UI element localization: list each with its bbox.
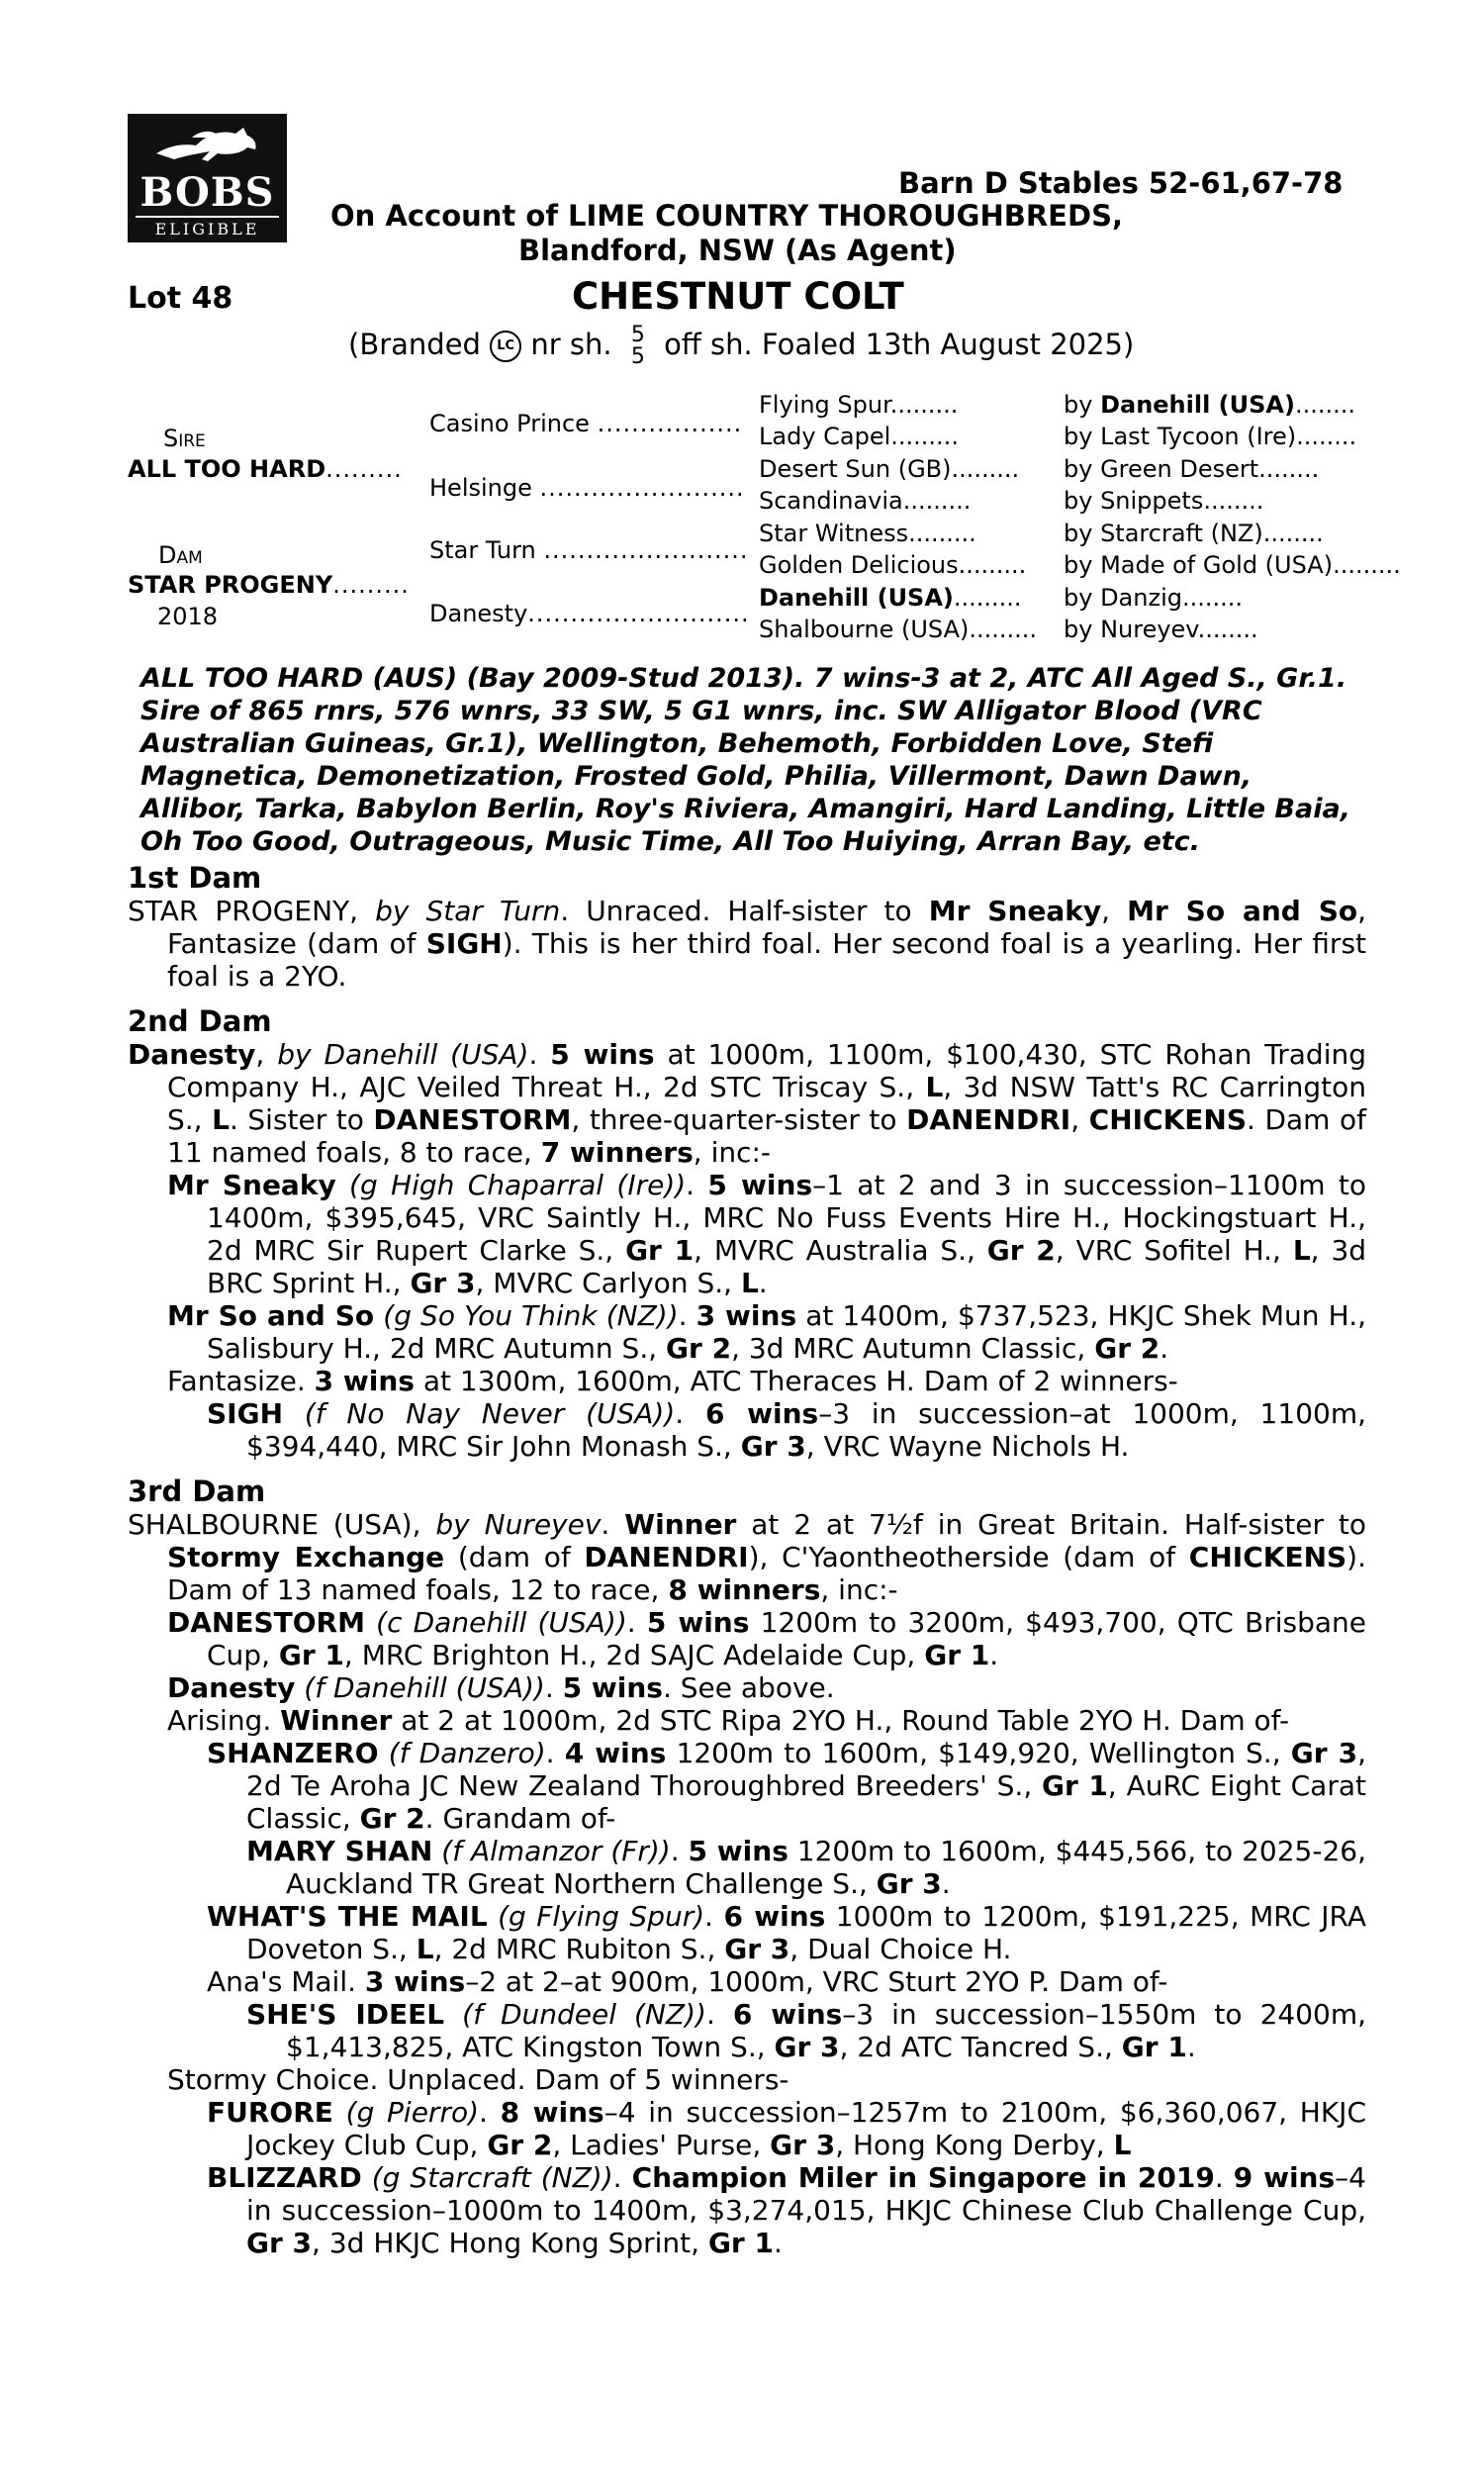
brand-mark-icon: LC [490,331,521,362]
family-entry: SIGH (f No Nay Never (USA)). 6 wins–3 in succession–at 1000m, 1100m, $394,440, MRC Sir John Monash S., Gr 3, VRC Wayne Nichols H. [207,1397,1366,1463]
dam: STAR PROGENY......... [128,571,410,599]
vendor-line-1: On Account of LIME COUNTRY THOROUGHBREDS, [330,199,1123,233]
fraction-bottom: 5 [630,344,645,369]
pedigree-gen3-sire: by Green Desert........ [1064,455,1320,483]
pedigree-gen3-name: Golden Delicious......... [759,551,1027,579]
pedigree-gen3-sire: by Nureyev........ [1064,616,1258,643]
racehorse-icon [152,124,261,165]
pedigree-gen3-sire: by Danehill (USA)........ [1064,391,1355,419]
barn-location: Barn D Stables 52-61,67-78 [898,166,1344,200]
family-entry: DANESTORM (c Danehill (USA)). 5 wins 1200m to 3200m, $493,700, QTC Brisbane Cup, Gr 1, MRC Brighton H., 2d SAJC Adelaide Cup, Gr 1. [167,1606,1367,1671]
family-entry: BLIZZARD (g Starcraft (NZ)). Champion Miler in Singapore in 2019. 9 wins–4 in succession–1000m to 1400m, $3,274,015, HKJC Chinese Club Challenge Cup, Gr 3, 3d HKJC Hong Kong Sprint, Gr 1. [207,2161,1366,2259]
pedigree-gen3-sire: by Made of Gold (USA)......... [1064,551,1401,579]
section-body [128,1508,1366,2259]
family-entry: Danesty (f Danehill (USA)). 5 wins. See above. [167,1671,835,1704]
gen2-name: Casino Prince [429,410,590,437]
family-entry: Ana's Mail. 3 wins–2 at 2–at 900m, 1000m, VRC Sturt 2YO P. Dam of- [207,1965,1168,1998]
pedigree-gen3-sire: by Last Tycoon (Ire)........ [1064,423,1357,450]
lot-number: Lot 48 [128,281,233,316]
brand-nr: nr sh. [530,328,612,361]
family-entry: Danesty, by Danehill (USA). 5 wins at 1000m, 1100m, $100,430, STC Rohan Trading Company H., AJC Veiled Threat H., 2d STC Triscay S., L, 3d NSW Tatt's RC Carrington S., L. Sister to DANESTORM, three-quarter-sister to DANENDRI, CHICKENS. Dam of 11 named foals, 8 to race, 7 winners, inc:- [128,1038,1366,1169]
off-shoulder-fraction [631,325,645,368]
family-entry: STAR PROGENY, by Star Turn. Unraced. Half-sister to Mr Sneaky, Mr So and So, Fantasize (dam of SIGH). This is her third foal. Her second foal is a yearling. Her first foal is a 2YO. [128,895,1367,993]
pedigree-gen2-4: Danesty.......................... [429,600,750,627]
pedigree-gen3-sire: by Danzig........ [1064,584,1243,612]
pedigree-gen3-name: Desert Sun (GB)......... [759,455,1020,483]
family-entry: MARY SHAN (f Almanzor (Fr)). 5 wins 1200m to 1600m, $445,566, to 2025-26, Auckland TR Great Northern Challenge S., Gr 3. [246,1835,1366,1900]
pedigree-gen3-name: Star Witness......... [759,520,976,547]
family-entry: WHAT'S THE MAIL (g Flying Spur). 6 wins 1000m to 1200m, $191,225, MRC JRA Doveton S., L, 2d MRC Rubiton S., Gr 3, Dual Choice H. [207,1900,1366,1965]
section-heading: 1st Dam [128,861,262,895]
gen2-name: Danesty [429,600,528,627]
sire: ALL TOO HARD......... [128,455,403,483]
pedigree-gen3-sire: by Starcraft (NZ)........ [1064,520,1324,547]
family-entry: Mr Sneaky (g High Chaparral (Ire)). 5 wins–1 at 2 and 3 in succession–1100m to 1400m, $395,645, VRC Saintly H., MRC No Fuss Events Hire H., Hockingstuart H., 2d MRC Sir Rupert Clarke S., Gr 1, MVRC Australia S., Gr 2, VRC Sofitel H., L, 3d BRC Sprint H., Gr 3, MVRC Carlyon S., L. [167,1169,1367,1299]
pedigree-gen2-2: Helsinge ........................ [429,474,745,502]
sire-label: Sire [163,425,206,452]
sire-summary: ALL TOO HARD (AUS) (Bay 2009-Stud 2013). 7 wins-3 at 2, ATC All Aged S., Gr.1. Sire of 865 rnrs, 576 wnrs, 33 SW, 5 G1 wnrs, inc. SW Alligator Blood (VRC Australian Guineas, Gr.1), Wellington, Behemoth, Forbidden Love, Stefi Magnetica, Demonetization, Frosted Gold, Philia, Villermont, Dawn Dawn, Allibor, Tarka, Babylon Berlin, Roy's Riviera, Amangiri, Hard Landing, Little Baia, Oh Too Good, Outrageous, Music Time, All Too Huiying, Arran Bay, etc. [140,663,1350,857]
family-entry: SHALBOURNE (USA), by Nureyev. Winner at 2 at 7½f in Great Britain. Half-sister to Stormy Exchange (dam of DANENDRI), C'Yaontheotherside (dam of CHICKENS). Dam of 13 named foals, 12 to race, 8 winners, inc:- [128,1508,1366,1606]
brand-suffix: off sh. Foaled 13th August 2025) [664,328,1135,361]
vendor-line-2: Blandford, NSW (As Agent) [518,234,957,267]
brand-line [348,325,1134,368]
section-heading: 3rd Dam [128,1475,266,1508]
pedigree-gen2-3: Star Turn ........................ [429,536,749,564]
family-entry: Fantasize. 3 wins at 1300m, 1600m, ATC Theraces H. Dam of 2 winners- [167,1365,1178,1397]
pedigree-gen3-name: Danehill (USA)......... [759,584,1022,612]
family-entry: Mr So and So (g So You Think (NZ)). 3 wins at 1400m, $737,523, HKJC Shek Mun H., Salisbury H., 2d MRC Autumn S., Gr 2, 3d MRC Autumn Classic, Gr 2. [167,1299,1367,1365]
dam-name: STAR PROGENY [128,571,333,599]
section-heading: 2nd Dam [128,1004,272,1038]
fraction-top: 5 [630,323,645,347]
dam-year: 2018 [157,603,219,630]
family-entry: Stormy Choice. Unplaced. Dam of 5 winners- [167,2063,789,2096]
family-entry: SHANZERO (f Danzero). 4 wins 1200m to 1600m, $149,920, Wellington S., Gr 3, 2d Te Aroha JC New Zealand Thoroughbred Breeders' S., Gr 1, AuRC Eight Carat Classic, Gr 2. Grandam of- [207,1737,1367,1835]
brand-prefix: (Branded [348,328,481,361]
family-sections [128,861,1366,2259]
lot-title: CHESTNUT COLT [572,275,904,318]
pedigree-gen3-name: Flying Spur......... [759,391,959,419]
dam-label: Dam [158,541,203,569]
pedigree-gen2-1: Casino Prince ................. [429,410,743,437]
gen2-name: Helsinge [429,474,532,502]
family-entry: FURORE (g Pierro). 8 wins–4 in succession–1257m to 2100m, $6,360,067, HKJC Jockey Club Cup, Gr 2, Ladies' Purse, Gr 3, Hong Kong Derby, L [207,2096,1366,2161]
pedigree-gen3-name: Scandinavia......... [759,487,972,515]
gen2-name: Star Turn [429,536,536,564]
pedigree-gen3-name: Shalbourne (USA)......... [759,616,1038,643]
logo-subtitle: ELIGIBLE [136,216,279,238]
sire-name: ALL TOO HARD [128,455,326,483]
section-body [128,895,1366,993]
section-body [128,1038,1366,1463]
pedigree-gen3-sire: by Snippets........ [1064,487,1264,515]
family-entry: SHE'S IDEEL (f Dundeel (NZ)). 6 wins–3 in succession–1550m to 2400m, $1,413,825, ATC Kingston Town S., Gr 3, 2d ATC Tancred S., Gr 1. [246,1998,1367,2063]
logo-title: BOBS [139,169,275,216]
bobs-eligible-logo [128,114,287,242]
pedigree-gen3-name: Lady Capel......... [759,423,959,450]
family-entry: Arising. Winner at 2 at 1000m, 2d STC Ripa 2YO H., Round Table 2YO H. Dam of- [167,1704,1290,1737]
